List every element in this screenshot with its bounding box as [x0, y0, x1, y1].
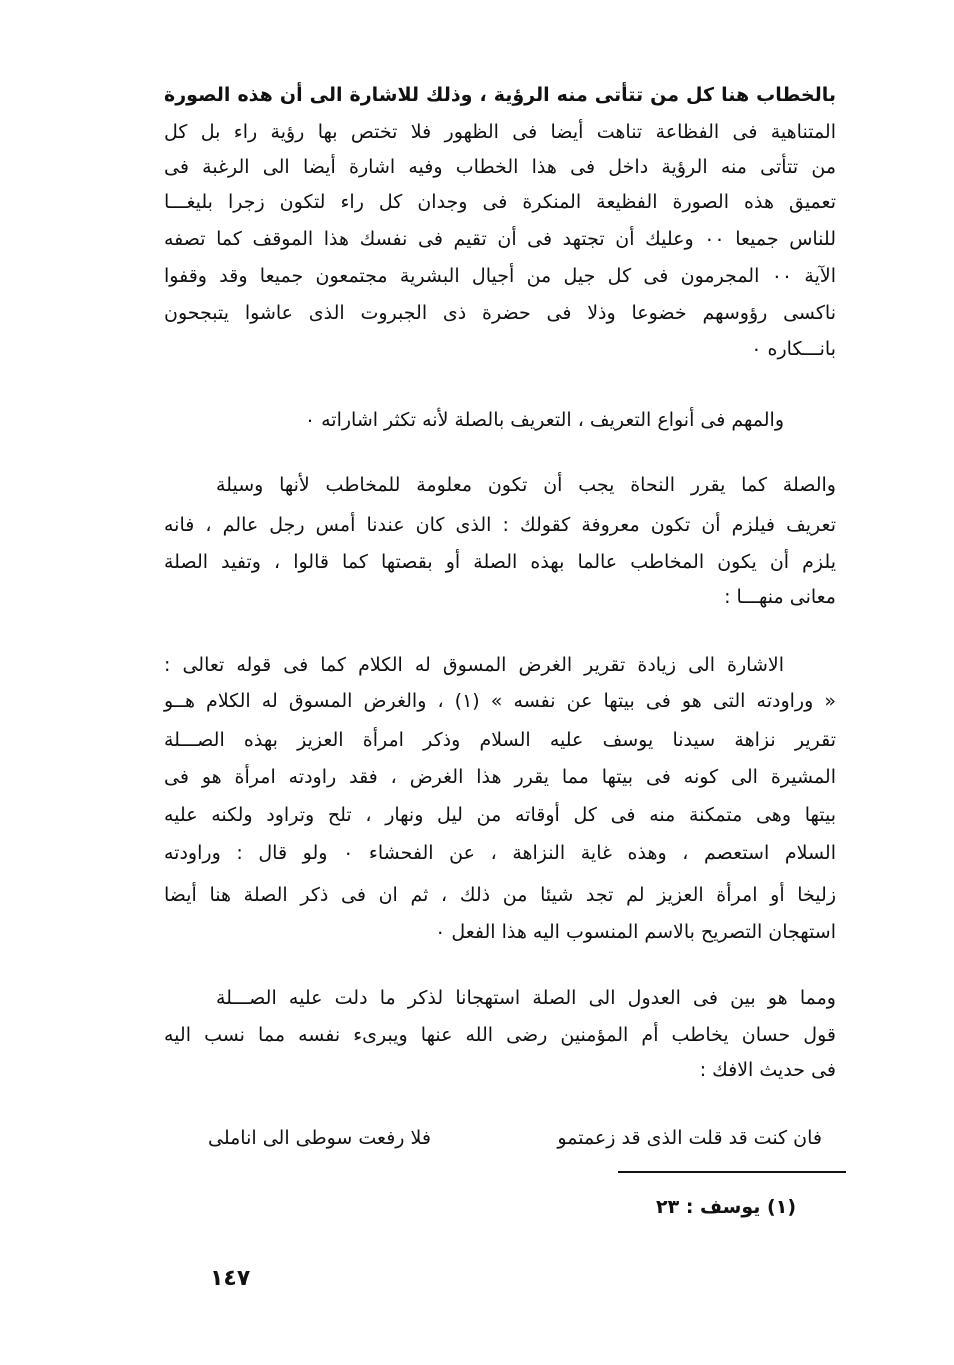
text-line: ومما هو بين فى العدول الى الصلة استهجانا لذكر ما دلت عليه الصـــلة: [216, 987, 836, 1009]
text-line: معانى منهـــا :: [724, 586, 836, 608]
text-line: فى حديث الافك :: [699, 1059, 836, 1081]
text-line: بانـــكاره ٠: [751, 338, 836, 360]
text-line: الاشارة الى زيادة تقرير الغرض المسوق له الكلام كما فى قوله تعالى :: [164, 654, 784, 676]
verse-second-hemistich: فلا رفعت سوطى الى اناملى: [208, 1127, 431, 1149]
text-line: المتناهية فى الفظاعة تناهت أيضا فى الظهور فلا تختص بها رؤية راء بل كل: [164, 121, 836, 143]
text-line: ناكسى رؤوسهم خضوعا وذلا فى حضرة ذى الجبروت الذى عاشوا يتبجحون: [164, 302, 836, 324]
text-line: زليخا أو امرأة العزيز لم تجد شيئا من ذلك ، ثم ان فى ذكر الصلة هنا أيضا: [164, 884, 836, 906]
text-line: يلزم أن يكون المخاطب عالما بهذه الصلة أو بقصتها كما قالوا ، وتفيد الصلة: [164, 551, 836, 573]
text-line: تعميق هذه الصورة الفظيعة المنكرة فى وجدان كل راء لتكون زجرا بليغـــا: [164, 191, 836, 213]
verse-first-hemistich: فان كنت قد قلت الذى قد زعمتمو: [557, 1127, 822, 1149]
text-line: السلام استعصم ، وهذه غاية النزاهة ، عن الفحشاء ٠ ولو قال : وراودته: [164, 842, 836, 864]
text-line: بالخطاب هنا كل من تتأتى منه الرؤية ، وذلك للاشارة الى أن هذه الصورة: [164, 84, 836, 106]
text-line: بيتها وهى متمكنة منه فى كل أوقاته من ليل ونهار ، تلح وتراود ولكنه عليه: [164, 804, 836, 826]
text-line: تقرير نزاهة سيدنا يوسف عليه السلام وذكر امرأة العزيز بهذه الصـــلة: [164, 729, 836, 751]
footnote-separator: [618, 1171, 846, 1173]
text-line: والمهم فى أنواع التعريف ، التعريف بالصلة لأنه تكثر اشاراته ٠: [304, 409, 784, 431]
text-line: « وراودته التى هو فى بيتها عن نفسه » (١) ، والغرض المسوق له الكلام هــو: [164, 690, 836, 712]
text-line: المشيرة الى كونه فى بيتها مما يقرر هذا الغرض ، فقد راودته امرأة هو فى: [164, 766, 836, 788]
text-line: والصلة كما يقرر النحاة يجب أن تكون معلومة للمخاطب لأنها وسيلة: [216, 474, 836, 496]
text-line: تعريف فيلزم أن تكون معروفة كقولك : الذى كان عندنا أمس رجل عالم ، فانه: [164, 514, 836, 536]
page-number: ١٤٧: [210, 1266, 251, 1291]
text-line: للناس جميعا ٠٠ وعليك أن تجتهد فى أن تقيم فى نفسك هذا الموقف كما تصفه: [164, 228, 836, 250]
text-line: من تتأتى منه الرؤية داخل فى هذا الخطاب وفيه اشارة أيضا الى الرغبة فى: [164, 156, 836, 178]
text-line: استهجان التصريح بالاسم المنسوب اليه هذا الفعل ٠: [435, 921, 836, 943]
text-line: قول حسان يخاطب أم المؤمنين رضى الله عنها ويبرىء نفسه مما نسب اليه: [164, 1024, 836, 1046]
text-line: الآية ٠٠ المجرمون فى كل جيل من أجيال البشرية مجتمعون جميعا وقد وقفوا: [164, 265, 836, 287]
footnote: (١) يوسف : ٢٣: [656, 1196, 796, 1218]
